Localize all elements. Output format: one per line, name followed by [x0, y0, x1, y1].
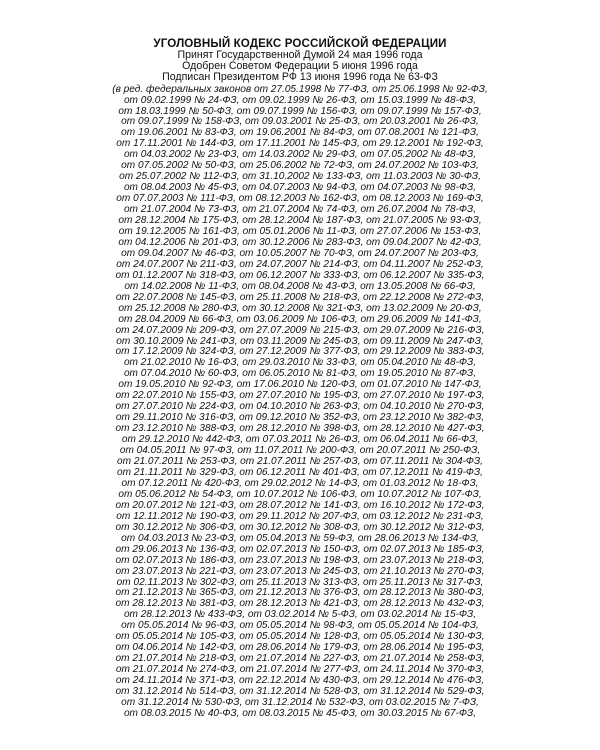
amendment-line: от 24.07.2009 № 209-ФЗ, от 27.07.2009 № 215-ФЗ, от 29.07.2009 № 216-ФЗ,	[115, 324, 485, 336]
adoption-line: Принят Государственной Думой 24 мая 1996 года	[177, 49, 423, 61]
amendment-line: от 05.05.2014 № 96-ФЗ, от 05.05.2014 № 98-ФЗ, от 05.05.2014 № 104-ФЗ,	[121, 620, 479, 632]
amendment-line: от 09.04.2007 № 46-ФЗ, от 10.05.2007 № 70-ФЗ, от 24.07.2007 № 203-ФЗ,	[121, 247, 479, 259]
amendment-line: от 12.11.2012 № 190-ФЗ, от 29.11.2012 № 207-ФЗ, от 03.12.2012 № 231-ФЗ,	[116, 510, 484, 522]
amendment-line: от 21.11.2011 № 329-ФЗ, от 06.12.2011 № 401-ФЗ, от 07.12.2011 № 419-ФЗ,	[117, 466, 483, 478]
amendment-line: от 24.07.2007 № 211-ФЗ, от 24.07.2007 № 214-ФЗ, от 04.11.2007 № 252-ФЗ,	[116, 258, 484, 270]
amendment-line: от 19.12.2005 № 161-ФЗ, от 05.01.2006 № 11-ФЗ, от 27.07.2006 № 153-ФЗ,	[118, 226, 482, 237]
amendment-line: от 27.07.2010 № 224-ФЗ, от 04.10.2010 № 263-ФЗ, от 04.10.2010 № 270-ФЗ,	[115, 401, 485, 413]
amendment-line: от 07.12.2011 № 420-ФЗ, от 29.02.2012 № 14-ФЗ, от 01.03.2012 № 18-ФЗ,	[121, 477, 479, 489]
amendment-line: от 31.12.2014 № 514-ФЗ, от 31.12.2014 № 528-ФЗ, от 31.12.2014 № 529-ФЗ,	[115, 686, 485, 698]
amendment-line: от 04.06.2014 № 142-ФЗ, от 28.06.2014 № 179-ФЗ, от 28.06.2014 № 195-ФЗ,	[115, 642, 485, 654]
amendment-line: от 14.02.2008 № 11-ФЗ, от 08.04.2008 № 43-ФЗ, от 13.05.2008 № 66-ФЗ,	[124, 280, 476, 292]
amendment-line: от 30.12.2012 № 306-ФЗ, от 30.12.2012 № 308-ФЗ, от 30.12.2012 № 312-ФЗ,	[115, 521, 485, 533]
amendment-line: от 29.06.2013 № 136-ФЗ, от 02.07.2013 № 150-ФЗ, от 02.07.2013 № 185-ФЗ,	[115, 543, 485, 555]
amendment-line: от 08.04.2003 № 45-ФЗ, от 04.07.2003 № 94-ФЗ, от 04.07.2003 № 98-ФЗ,	[123, 182, 477, 194]
amendment-line: от 07.05.2002 № 50-ФЗ, от 25.06.2002 № 72-ФЗ, от 24.07.2002 № 103-ФЗ,	[121, 160, 479, 172]
amendment-line: от 04.03.2002 № 23-ФЗ, от 14.03.2002 № 29-ФЗ, от 07.05.2002 № 48-ФЗ,	[123, 149, 477, 161]
amendment-line: от 04.12.2006 № 201-ФЗ, от 30.12.2006 № 283-ФЗ, от 09.04.2007 № 42-ФЗ,	[118, 236, 482, 248]
amendment-line: от 21.07.2014 № 274-ФЗ, от 21.07.2014 № 277-ФЗ, от 24.11.2014 № 370-ФЗ,	[115, 664, 485, 676]
amendment-line: от 19.06.2001 № 83-ФЗ, от 19.06.2001 № 84-ФЗ, от 07.08.2001 № 121-ФЗ,	[121, 127, 479, 139]
amendment-line: от 29.12.2010 № 442-ФЗ, от 07.03.2011 № 26-ФЗ, от 06.04.2011 № 66-ФЗ,	[121, 434, 479, 446]
amendment-line: от 04.03.2013 № 23-ФЗ, от 05.04.2013 № 59-ФЗ, от 28.06.2013 № 134-ФЗ,	[121, 532, 479, 544]
signature-line: Подписан Президентом РФ 13 июня 1996 года № 63-ФЗ	[162, 71, 438, 84]
amendment-line: от 31.12.2014 № 530-ФЗ, от 31.12.2014 № 532-ФЗ, от 03.02.2015 № 7-ФЗ,	[121, 696, 479, 708]
amendment-line: от 02.11.2013 № 302-ФЗ, от 25.11.2013 № 313-ФЗ, от 25.11.2013 № 317-ФЗ,	[116, 576, 484, 588]
amendment-line: от 22.07.2010 № 155-ФЗ, от 27.07.2010 № 195-ФЗ, от 27.07.2010 № 197-ФЗ,	[115, 390, 485, 402]
amendment-line: от 28.04.2009 № 66-ФЗ, от 03.06.2009 № 106-ФЗ, от 29.06.2009 № 141-ФЗ,	[118, 313, 482, 325]
amendment-line: от 02.07.2013 № 186-ФЗ, от 23.07.2013 № 198-ФЗ, от 23.07.2013 № 218-ФЗ,	[115, 554, 485, 566]
document-header	[0, 0, 600, 84]
amendment-line: от 23.12.2010 № 388-ФЗ, от 28.12.2010 № 398-ФЗ, от 28.12.2010 № 427-ФЗ,	[115, 423, 485, 435]
amendment-line: от 07.07.2003 № 111-ФЗ, от 08.12.2003 № 162-ФЗ, от 08.12.2003 № 169-ФЗ,	[116, 193, 484, 205]
amendment-line: от 23.07.2013 № 221-ФЗ, от 23.07.2013 № 245-ФЗ, от 21.10.2013 № 270-ФЗ,	[115, 565, 485, 577]
amendment-line: от 29.11.2010 № 316-ФЗ, от 09.12.2010 № 352-ФЗ, от 23.12.2010 № 382-ФЗ,	[115, 412, 485, 424]
document-title: УГОЛОВНЫЙ КОДЕКС РОССИЙСКОЙ ФЕДЕРАЦИИ	[153, 37, 447, 50]
amendment-line: от 17.12.2009 № 324-ФЗ, от 27.12.2009 № 377-ФЗ, от 29.12.2009 № 383-ФЗ,	[115, 346, 485, 358]
amendment-line: от 09.02.1999 № 24-ФЗ, от 09.02.1999 № 26-ФЗ, от 15.03.1999 № 48-ФЗ,	[123, 94, 477, 106]
amendment-line: от 04.05.2011 № 97-ФЗ, от 11.07.2011 № 200-ФЗ, от 20.07.2011 № 250-ФЗ,	[119, 445, 481, 457]
amendment-line: от 21.07.2011 № 253-ФЗ, от 21.07.2011 № 257-ФЗ, от 07.11.2011 № 304-ФЗ,	[117, 456, 483, 468]
amendment-line: от 09.07.1999 № 158-ФЗ, от 09.03.2001 № 25-ФЗ, от 20.03.2001 № 26-ФЗ,	[121, 116, 479, 128]
amendment-line: от 24.11.2014 № 371-ФЗ, от 22.12.2014 № 430-ФЗ, от 29.12.2014 № 476-ФЗ,	[115, 675, 485, 687]
amendment-line: от 25.12.2008 № 280-ФЗ, от 30.12.2008 № 321-ФЗ, от 13.02.2009 № 20-ФЗ,	[118, 302, 482, 314]
amendment-line: от 08.03.2015 № 40-ФЗ, от 08.03.2015 № 45-ФЗ, от 30.03.2015 № 67-ФЗ,	[123, 707, 477, 719]
approval-line: Одобрен Советом Федерации 5 июня 1996 года	[182, 60, 418, 73]
amendment-line: от 28.12.2004 № 175-ФЗ, от 28.12.2004 № 187-ФЗ, от 21.07.2005 № 93-ФЗ,	[118, 215, 482, 227]
amendment-line: от 20.07.2012 № 121-ФЗ, от 28.07.2012 № 141-ФЗ, от 16.10.2012 № 172-ФЗ,	[115, 499, 485, 511]
amendment-line: от 28.12.2013 № 381-ФЗ, от 28.12.2013 № 421-ФЗ, от 28.12.2013 № 432-ФЗ,	[115, 598, 485, 610]
amendment-line: от 05.05.2014 № 105-ФЗ, от 05.05.2014 № 128-ФЗ, от 05.05.2014 № 130-ФЗ,	[115, 631, 485, 643]
amendment-line: от 21.07.2014 № 218-ФЗ, от 21.07.2014 № 227-ФЗ, от 21.07.2014 № 258-ФЗ,	[115, 653, 485, 665]
amendment-line: от 21.02.2010 № 16-ФЗ, от 29.03.2010 № 33-ФЗ, от 05.04.2010 № 48-ФЗ,	[123, 357, 477, 369]
amendment-line: от 30.10.2009 № 241-ФЗ, от 03.11.2009 № 245-ФЗ, от 09.11.2009 № 247-ФЗ,	[116, 335, 484, 347]
amendment-line: от 01.12.2007 № 318-ФЗ, от 06.12.2007 № 333-ФЗ, от 06.12.2007 № 335-ФЗ,	[115, 269, 485, 281]
amendment-line: от 21.12.2013 № 365-ФЗ, от 21.12.2013 № 376-ФЗ, от 28.12.2013 № 380-ФЗ,	[115, 587, 485, 599]
amendment-line: от 21.07.2004 № 73-ФЗ, от 21.07.2004 № 74-ФЗ, от 26.07.2004 № 78-ФЗ,	[123, 204, 477, 216]
amendment-line: от 25.07.2002 № 112-ФЗ, от 31.10.2002 № 133-ФЗ, от 11.03.2003 № 30-ФЗ,	[119, 171, 481, 183]
amendment-line: от 28.12.2013 № 433-ФЗ, от 03.02.2014 № 5-ФЗ, от 03.02.2014 № 15-ФЗ,	[123, 609, 477, 621]
amendment-line: от 07.04.2010 № 60-ФЗ, от 06.05.2010 № 81-ФЗ, от 19.05.2010 № 87-ФЗ,	[123, 368, 477, 380]
amendment-line: (в ред. федеральных законов от 27.05.1998 № 77-ФЗ, от 25.06.1998 № 92-ФЗ,	[112, 83, 488, 95]
amendments-list	[40, 85, 560, 720]
amendment-line: от 17.11.2001 № 144-ФЗ, от 17.11.2001 № 145-ФЗ, от 29.12.2001 № 192-ФЗ,	[116, 138, 484, 150]
amendment-line: от 05.06.2012 № 54-ФЗ, от 10.07.2012 № 106-ФЗ, от 10.07.2012 № 107-ФЗ,	[118, 488, 482, 500]
amendment-line: от 19.05.2010 № 92-ФЗ, от 17.06.2010 № 120-ФЗ, от 01.07.2010 № 147-ФЗ,	[118, 379, 482, 391]
amendment-line: от 18.03.1999 № 50-ФЗ, от 09.07.1999 № 156-ФЗ, от 09.07.1999 № 157-ФЗ,	[118, 105, 482, 117]
amendment-line: от 22.07.2008 № 145-ФЗ, от 25.11.2008 № 218-ФЗ, от 22.12.2008 № 272-ФЗ,	[115, 291, 485, 303]
